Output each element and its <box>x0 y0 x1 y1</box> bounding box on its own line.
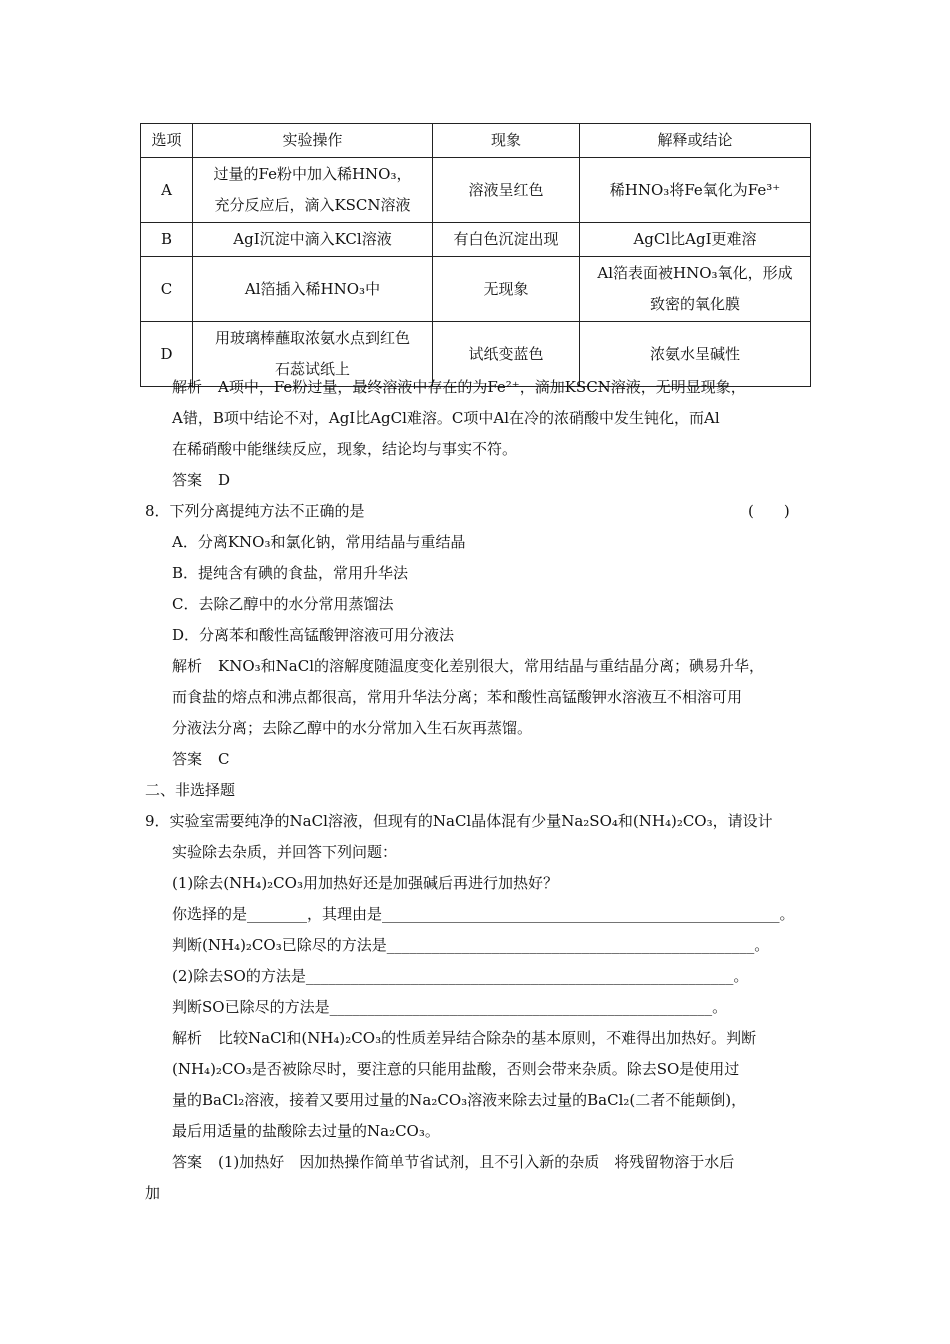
q8-stem: 8．下列分离提纯方法不正确的是 <box>145 502 365 520</box>
row-conclusion <box>580 257 811 322</box>
row-conclusion: 浓氨水呈碱性 <box>580 322 811 387</box>
analysis-label: 解析 <box>172 1029 203 1047</box>
q9-stem: 9．实验室需要纯净的NaCl溶液，但现有的NaCl晶体混有少量Na₂SO₄和(NH₄)₂CO₃，请设计 <box>145 812 773 830</box>
answer-value: (1)加热好 因加热操作简单节省试剂，且不引入新的杂质 将残留物溶于水后 <box>218 1153 735 1171</box>
table-row <box>141 158 811 223</box>
q9-answer-continued: 加 <box>145 1184 161 1202</box>
q9-blank: 你选择的是________，其理由是_____________________________________________________。 <box>172 905 795 923</box>
analysis-label: 解析 <box>172 657 203 675</box>
q9-analysis-line <box>172 1028 756 1048</box>
answer-bracket: ( ) <box>748 502 790 520</box>
row-option: D <box>141 322 193 387</box>
answer-label: 答案 <box>172 471 203 489</box>
table-row <box>141 257 811 322</box>
answer-label: 答案 <box>172 750 203 768</box>
analysis-text: 比较NaCl和(NH₄)₂CO₃的性质差异结合除杂的基本原则，不难得出加热好。判断 <box>218 1029 757 1047</box>
answer-label: 答案 <box>172 1153 203 1171</box>
operation-line: 充分反应后，滴入KSCN溶液 <box>214 196 411 214</box>
q7-answer <box>172 470 230 490</box>
header-conclusion: 解释或结论 <box>580 124 811 158</box>
q8-analysis-line: 而食盐的熔点和沸点都很高，常用升华法分离；苯和酸性高锰酸钾水溶液互不相溶可用 <box>172 688 743 706</box>
q9-subquestion: (1)除去(NH₄)₂CO₃用加热好还是加强碱后再进行加热好？ <box>172 874 558 892</box>
q7-analysis-line <box>172 377 746 397</box>
analysis-text: KNO₃和NaCl的溶解度随温度变化差别很大，常用结晶与重结晶分离；碘易升华， <box>218 657 765 675</box>
row-operation: Al箔插入稀HNO₃中 <box>193 257 433 322</box>
experiment-table <box>140 123 811 387</box>
row-option: C <box>141 257 193 322</box>
header-operation: 实验操作 <box>193 124 433 158</box>
operation-line: 用玻璃棒蘸取浓氨水点到红色 <box>214 329 410 347</box>
row-operation: AgI沉淀中滴入KCl溶液 <box>193 223 433 257</box>
header-phenomenon: 现象 <box>433 124 580 158</box>
q8-analysis-line: 分液法分离；去除乙醇中的水分常加入生石灰再蒸馏。 <box>172 719 533 737</box>
operation-line: 过量的Fe粉中加入稀HNO₃， <box>213 165 412 183</box>
q7-analysis-line: A错，B项中结论不对，AgI比AgCl难溶。C项中Al在冷的浓硝酸中发生钝化，而Al <box>172 409 720 427</box>
answer-value: D <box>218 471 231 489</box>
table-header-row <box>141 124 811 158</box>
q9-blank: (2)除去SO的方法是_________________________________________________________。 <box>172 967 749 985</box>
q8-option: A．分离KNO₃和氯化钠，常用结晶与重结晶 <box>172 533 466 551</box>
analysis-label: 解析 <box>172 378 203 396</box>
q8-option: D．分离苯和酸性高锰酸钾溶液可用分液法 <box>172 626 455 644</box>
q9-analysis-line: (NH₄)₂CO₃是否被除尽时，要注意的只能用盐酸，否则会带来杂质。除去SO是使用过 <box>172 1060 740 1078</box>
row-phenomenon: 有白色沉淀出现 <box>433 223 580 257</box>
q8-analysis-line <box>172 656 764 676</box>
answer-value: C <box>218 750 230 768</box>
header-option: 选项 <box>141 124 193 158</box>
operation-line: 石蕊试纸上 <box>274 360 350 378</box>
table-row <box>141 223 811 257</box>
section-title: 二、非选择题 <box>145 781 236 799</box>
row-conclusion: AgCl比AgI更难溶 <box>580 223 811 257</box>
row-phenomenon: 溶液呈红色 <box>433 158 580 223</box>
q9-analysis-line: 最后用适量的盐酸除去过量的Na₂CO₃。 <box>172 1122 440 1140</box>
q8-answer <box>172 749 230 769</box>
conclusion-line: Al箔表面被HNO₃氧化，形成 <box>597 264 793 282</box>
q8-option: B．提纯含有碘的食盐，常用升华法 <box>172 564 409 582</box>
analysis-text: A项中，Fe粉过量，最终溶液中存在的为Fe²⁺，滴加KSCN溶液，无明显现象， <box>218 378 746 396</box>
q9-stem: 实验除去杂质，并回答下列问题： <box>172 843 398 861</box>
q9-answer <box>172 1152 734 1172</box>
q7-analysis-line: 在稀硝酸中能继续反应，现象，结论均与事实不符。 <box>172 440 518 458</box>
q8-option: C．去除乙醇中的水分常用蒸馏法 <box>172 595 394 613</box>
q9-analysis-line: 量的BaCl₂溶液，接着又要用过量的Na₂CO₃溶液来除去过量的BaCl₂(二者不能颠倒)， <box>172 1091 747 1109</box>
conclusion-line: 致密的氧化膜 <box>649 295 740 313</box>
row-phenomenon: 无现象 <box>433 257 580 322</box>
row-conclusion: 稀HNO₃将Fe氧化为Fe³⁺ <box>580 158 811 223</box>
row-phenomenon: 试纸变蓝色 <box>433 322 580 387</box>
q9-blank: 判断(NH₄)₂CO₃已除尽的方法是_________________________________________________。 <box>172 936 770 954</box>
row-option: A <box>141 158 193 223</box>
q9-blank: 判断SO已除尽的方法是___________________________________________________。 <box>172 998 728 1016</box>
row-operation <box>193 158 433 223</box>
row-option: B <box>141 223 193 257</box>
